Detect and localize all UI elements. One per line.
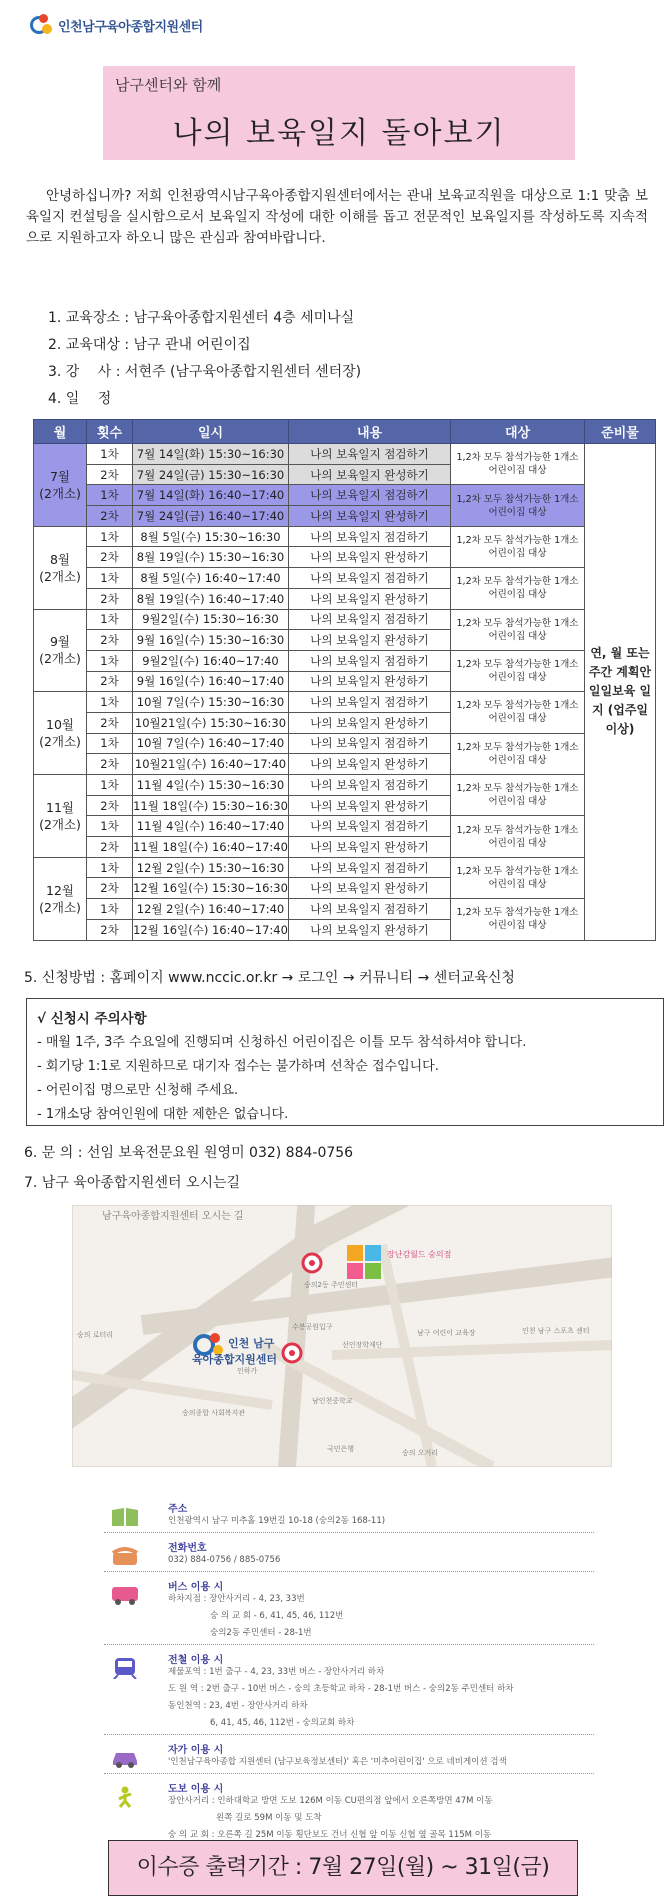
info-target: 2. 교육대상 : 남구 관내 어린이집 [48, 337, 251, 353]
target-cell: 1,2차 모두 참석가능한 1개소 어린이집 대상 [451, 568, 585, 609]
info-desc: 왼쪽 길로 59M 이동 및 도착 [216, 1813, 322, 1823]
header-content: 내용 [289, 420, 451, 444]
content-cell: 나의 보육일지 점검하기 [289, 609, 451, 630]
round-cell: 1차 [87, 526, 133, 547]
month-label: 12월 [46, 882, 74, 898]
walking-person-icon [110, 1786, 140, 1808]
info-place: 1. 교육장소 : 남구육아종합지원센터 4층 세미나실 [48, 310, 355, 326]
info-desc: 인천광역시 남구 미추홀 19번길 10-18 (숭의2동 168-11) [168, 1516, 386, 1526]
month-count: (2개소) [39, 651, 81, 667]
datetime-cell: 7월 24일(금) 16:40~17:40 [133, 506, 289, 527]
contact-info: 6. 문 의 : 선임 보육전문요원 원영미 032) 884-0756 [24, 1145, 354, 1161]
target-cell: 1,2차 모두 참석가능한 1개소 어린이집 대상 [451, 609, 585, 650]
notice-item: - 회기당 1:1로 지원하므로 대기자 접수는 불가하며 선착순 접수입니다. [37, 1059, 439, 1074]
map-label: 숭의 로터리 [77, 1331, 114, 1339]
datetime-cell: 10월21일(수) 16:40~17:40 [133, 754, 289, 775]
table-row [34, 899, 656, 920]
info-desc: 숭 의 교 회 : 오른쪽 길 25M 이동 횡단보도 건너 신협 앞 이동 신협 옆 골목 115M 이동 [168, 1830, 492, 1840]
content-cell: 나의 보육일지 점검하기 [289, 857, 451, 878]
info-desc: 6, 41, 45, 46, 112번 - 숭의교회 하차 [210, 1718, 355, 1728]
table-row [34, 650, 656, 671]
datetime-cell: 12월 2일(수) 15:30~16:30 [133, 857, 289, 878]
table-row [34, 609, 656, 630]
datetime-cell: 9월 16일(수) 15:30~16:30 [133, 630, 289, 651]
content-cell: 나의 보육일지 완성하기 [289, 878, 451, 899]
target-cell: 1,2차 모두 참석가능한 1개소 어린이집 대상 [451, 775, 585, 816]
table-row [34, 568, 656, 589]
info-desc: 하차지점 : 장안사거리 - 4, 23, 33번 [168, 1594, 305, 1604]
certificate-period: 이수증 출력기간 : 7월 27일(월) ~ 31일(금) [108, 1840, 578, 1896]
content-cell: 나의 보육일지 완성하기 [289, 671, 451, 692]
round-cell: 1차 [87, 485, 133, 506]
banner-title: 나의 보육일지 돌아보기 [172, 116, 506, 151]
table-row [34, 526, 656, 547]
content-cell: 나의 보육일지 완성하기 [289, 506, 451, 527]
center-logo [30, 12, 203, 38]
map-pin-icon [303, 1254, 321, 1272]
round-cell: 1차 [87, 733, 133, 754]
info-schedule: 4. 일 정 [48, 391, 112, 407]
round-cell: 2차 [87, 837, 133, 858]
round-cell: 2차 [87, 671, 133, 692]
info-row-address [104, 1500, 594, 1533]
round-cell: 2차 [87, 588, 133, 609]
target-cell: 1,2차 모두 참석가능한 1개소 어린이집 대상 [451, 692, 585, 733]
target-cell: 1,2차 모두 참석가능한 1개소 어린이집 대상 [451, 444, 585, 485]
schedule-header-row [34, 420, 656, 444]
info-desc: 032) 884-0756 / 885-0756 [168, 1555, 281, 1565]
round-cell: 1차 [87, 568, 133, 589]
map-label: 남구 어린이 교육장 [417, 1329, 476, 1337]
content-cell: 나의 보육일지 완성하기 [289, 547, 451, 568]
datetime-cell: 12월 16일(수) 15:30~16:30 [133, 878, 289, 899]
info-title: 주소 [168, 1504, 188, 1515]
header-month: 월 [34, 420, 87, 444]
content-cell: 나의 보육일지 점검하기 [289, 444, 451, 465]
prep-cell: 연, 월 또는 주간 계획안 일일보육 일지 (업주일 이상) [585, 444, 656, 941]
round-cell: 1차 [87, 609, 133, 630]
datetime-cell: 11월 18일(수) 15:30~16:30 [133, 795, 289, 816]
table-row [34, 733, 656, 754]
table-row [34, 857, 656, 878]
table-row [34, 816, 656, 837]
datetime-cell: 8월 19일(수) 15:30~16:30 [133, 547, 289, 568]
info-desc: 숭의2동 주민센터 - 28-1번 [210, 1628, 312, 1638]
datetime-cell: 7월 24일(금) 15:30~16:30 [133, 464, 289, 485]
content-cell: 나의 보육일지 점검하기 [289, 692, 451, 713]
datetime-cell: 9월2일(수) 15:30~16:30 [133, 609, 289, 630]
table-row [34, 485, 656, 506]
content-cell: 나의 보육일지 완성하기 [289, 712, 451, 733]
month-count: (2개소) [39, 568, 81, 584]
schedule-table [33, 419, 656, 941]
content-cell: 나의 보육일지 완성하기 [289, 795, 451, 816]
round-cell: 2차 [87, 919, 133, 940]
notice-item: - 1개소당 참여인원에 대한 제한은 없습니다. [37, 1107, 289, 1122]
info-desc: 도 원 역 : 2번 출구 - 10번 버스 - 숭의 초등학교 하차 - 28-1번 버스 - 숭의2동 주민센터 하차 [168, 1684, 514, 1694]
content-cell: 나의 보육일지 완성하기 [289, 754, 451, 775]
datetime-cell: 7월 14일(화) 15:30~16:30 [133, 444, 289, 465]
logo-text: 인천남구육아종합지원센터 [58, 19, 203, 35]
map-label: 수봉공원입구 [292, 1323, 333, 1331]
datetime-cell: 12월 2일(수) 16:40~17:40 [133, 899, 289, 920]
month-cell [34, 526, 87, 609]
header-prep: 준비물 [585, 420, 656, 444]
round-cell: 1차 [87, 692, 133, 713]
info-desc: 숭 의 교 회 - 6, 41, 45, 46, 112번 [210, 1611, 344, 1621]
map-label: 숭의2동 주민센터 [304, 1281, 359, 1289]
month-cell [34, 609, 87, 692]
content-cell: 나의 보육일지 점검하기 [289, 650, 451, 671]
map-label: 인천 남구 스포츠 센터 [522, 1327, 590, 1335]
content-cell: 나의 보육일지 완성하기 [289, 919, 451, 940]
datetime-cell: 11월 18일(수) 16:40~17:40 [133, 837, 289, 858]
month-count: (2개소) [39, 734, 81, 750]
info-desc: 동인천역 : 23, 4번 - 장안사거리 하차 [168, 1701, 308, 1711]
round-cell: 1차 [87, 650, 133, 671]
content-cell: 나의 보육일지 완성하기 [289, 630, 451, 651]
content-cell: 나의 보육일지 점검하기 [289, 568, 451, 589]
info-row-bus [104, 1578, 594, 1645]
round-cell: 2차 [87, 547, 133, 568]
round-cell: 1차 [87, 857, 133, 878]
round-cell: 2차 [87, 712, 133, 733]
book-icon [110, 1506, 140, 1528]
table-row [34, 444, 656, 465]
round-cell: 1차 [87, 775, 133, 796]
notice-item: - 어린이집 명으로만 신청해 주세요. [37, 1083, 239, 1098]
info-row-car [104, 1741, 594, 1774]
target-cell: 1,2차 모두 참석가능한 1개소 어린이집 대상 [451, 650, 585, 691]
target-cell: 1,2차 모두 참석가능한 1개소 어린이집 대상 [451, 857, 585, 898]
subway-icon [110, 1657, 140, 1679]
info-row-subway [104, 1651, 594, 1735]
header-datetime: 일시 [133, 420, 289, 444]
info-row-phone [104, 1539, 594, 1572]
target-cell: 1,2차 모두 참석가능한 1개소 어린이집 대상 [451, 485, 585, 526]
target-cell: 1,2차 모두 참석가능한 1개소 어린이집 대상 [451, 526, 585, 567]
map-label: 국민은행 [327, 1445, 355, 1453]
round-cell: 1차 [87, 444, 133, 465]
notice-title: √ 신청시 주의사항 [37, 1011, 147, 1027]
datetime-cell: 8월 5일(수) 16:40~17:40 [133, 568, 289, 589]
round-cell: 2차 [87, 795, 133, 816]
info-title: 도보 이용 시 [168, 1784, 224, 1795]
table-row [34, 775, 656, 796]
logo-mark-icon [30, 14, 54, 36]
table-row [34, 692, 656, 713]
datetime-cell: 7월 14일(화) 16:40~17:40 [133, 485, 289, 506]
month-label: 11월 [46, 799, 74, 815]
datetime-cell: 8월 19일(수) 16:40~17:40 [133, 588, 289, 609]
map-label-toyworld: 장난감월드 숭의점 [387, 1250, 452, 1259]
content-cell: 나의 보육일지 완성하기 [289, 464, 451, 485]
location-map [72, 1205, 612, 1467]
datetime-cell: 10월 7일(수) 16:40~17:40 [133, 733, 289, 754]
map-center-name: 육아종합지원센터 [192, 1353, 278, 1366]
map-center-name: 인천 남구 [228, 1337, 275, 1350]
datetime-cell: 10월21일(수) 15:30~16:30 [133, 712, 289, 733]
banner-subtitle: 남구센터와 함께 [115, 76, 222, 94]
content-cell: 나의 보육일지 점검하기 [289, 899, 451, 920]
datetime-cell: 10월 7일(수) 15:30~16:30 [133, 692, 289, 713]
round-cell: 2차 [87, 506, 133, 527]
info-title: 전화번호 [168, 1543, 207, 1554]
month-count: (2개소) [39, 899, 81, 915]
content-cell: 나의 보육일지 점검하기 [289, 733, 451, 754]
info-desc: '인천남구육아종합 지원센터 (남구보육정보센터)' 혹은 '미추어린이집' 으로 네비게이션 검색 [168, 1757, 507, 1767]
info-title: 전철 이용 시 [168, 1655, 224, 1666]
car-icon [110, 1747, 140, 1769]
month-count: (2개소) [39, 816, 81, 832]
header-target: 대상 [451, 420, 585, 444]
header-round: 횟수 [87, 420, 133, 444]
month-label: 9월 [49, 634, 71, 650]
info-desc: 제물포역 : 1번 출구 - 4, 23, 33번 버스 - 장안사거리 하차 [168, 1667, 385, 1677]
map-label: 인하가 [237, 1367, 258, 1375]
round-cell: 2차 [87, 878, 133, 899]
info-title: 버스 이용 시 [168, 1582, 224, 1593]
info-instructor: 3. 강 사 : 서현주 (남구육아종합지원센터 센터장) [48, 364, 362, 380]
datetime-cell: 9월 16일(수) 16:40~17:40 [133, 671, 289, 692]
map-pin-icon [283, 1344, 301, 1362]
map-label: 숭의 오거리 [402, 1449, 439, 1457]
notice-item: - 매월 1주, 3주 수요일에 진행되며 신청하신 어린이집은 이틀 모두 참석하셔야 합니다. [37, 1035, 527, 1050]
content-cell: 나의 보육일지 점검하기 [289, 526, 451, 547]
content-cell: 나의 보육일지 점검하기 [289, 485, 451, 506]
round-cell: 1차 [87, 899, 133, 920]
info-list [48, 305, 361, 413]
month-label: 8월 [49, 551, 71, 567]
info-rows [104, 1494, 594, 1863]
content-cell: 나의 보육일지 완성하기 [289, 837, 451, 858]
bus-icon [110, 1584, 140, 1606]
directions-heading: 7. 남구 육아종합지원센터 오시는길 [24, 1175, 241, 1191]
map-label: 숭의종합 사회복지관 [182, 1409, 246, 1417]
month-cell [34, 857, 87, 940]
datetime-cell: 12월 16일(수) 16:40~17:40 [133, 919, 289, 940]
target-cell: 1,2차 모두 참석가능한 1개소 어린이집 대상 [451, 899, 585, 940]
month-count: (2개소) [39, 485, 81, 501]
map-caption: 남구육아종합지원센터 오시는 길 [102, 1211, 244, 1222]
month-cell [34, 692, 87, 775]
map-label: 선인장학재단 [342, 1341, 383, 1349]
info-title: 자가 이용 시 [168, 1745, 224, 1756]
month-cell [34, 775, 87, 858]
datetime-cell: 9월2일(수) 16:40~17:40 [133, 650, 289, 671]
round-cell: 2차 [87, 630, 133, 651]
content-cell: 나의 보육일지 점검하기 [289, 816, 451, 837]
map-label: 남인천중학교 [312, 1397, 353, 1405]
title-banner [103, 66, 575, 160]
month-cell [34, 444, 87, 527]
info-desc: 장안사거리 : 인하대학교 방면 도보 126M 이동 CU편의점 앞에서 오른쪽방면 47M 이동 [168, 1796, 493, 1806]
datetime-cell: 11월 4일(수) 16:40~17:40 [133, 816, 289, 837]
datetime-cell: 8월 5일(수) 15:30~16:30 [133, 526, 289, 547]
month-label: 7월 [49, 468, 71, 484]
datetime-cell: 11월 4일(수) 15:30~16:30 [133, 775, 289, 796]
month-label: 10월 [46, 717, 74, 733]
intro-paragraph: 안녕하십니까? 저희 인천광역시남구육아종합지원센터에서는 관내 보육교직원을 대상으로 1:1 맞춤 보육일지 컨설팅을 실시함으로서 보육일지 작성에 대한 이해를 돕고 전문적인 보육일지를 작성하도록 지속적으로 지원하고자 하오니 많은 관심과 참여바랍니다. [26, 188, 648, 246]
phone-icon [110, 1545, 140, 1567]
content-cell: 나의 보육일지 점검하기 [289, 775, 451, 796]
target-cell: 1,2차 모두 참석가능한 1개소 어린이집 대상 [451, 733, 585, 774]
round-cell: 2차 [87, 754, 133, 775]
content-cell: 나의 보육일지 완성하기 [289, 588, 451, 609]
application-method: 5. 신청방법 : 홈페이지 www.nccic.or.kr → 로그인 → 커뮤니티 → 센터교육신청 [24, 970, 515, 986]
target-cell: 1,2차 모두 참석가능한 1개소 어린이집 대상 [451, 816, 585, 857]
round-cell: 2차 [87, 464, 133, 485]
notice-box [26, 998, 664, 1126]
round-cell: 1차 [87, 816, 133, 837]
